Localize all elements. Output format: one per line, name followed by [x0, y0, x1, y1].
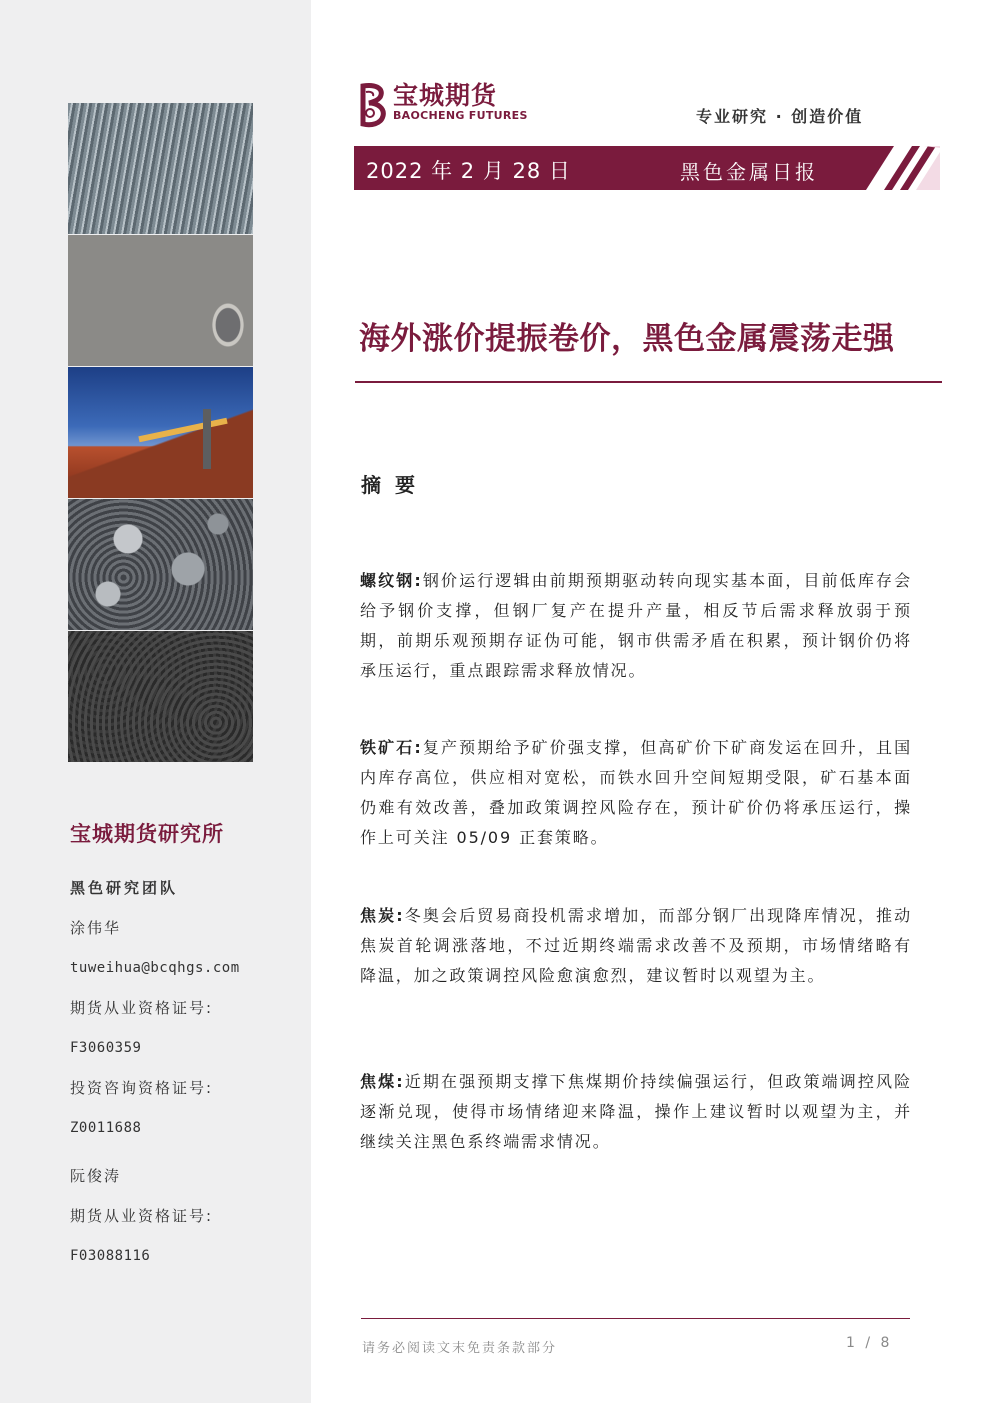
stacker-tower-shape — [203, 409, 211, 469]
section-body: 钢价运行逻辑由前期预期驱动转向现实基本面，目前低库存会给予钢价支撑，但钢厂复产在提升产量，相反节后需求释放弱于预期，前期乐观预期存证伪可能，钢市供需矛盾在积累，预计钢价仍将承压运行，重点跟踪需求释放情况。 — [360, 571, 912, 680]
analyst-name: 涂伟华 — [70, 919, 122, 937]
section-title: 焦炭: — [360, 906, 405, 925]
report-date: 2022 年 2 月 28 日 — [366, 159, 571, 183]
section-title: 螺纹钢: — [360, 571, 423, 590]
disclaimer-note: 请务必阅读文末免责条款部分 — [362, 1341, 558, 1356]
section-body: 复产预期给予矿价强支撑，但高矿价下矿商发运在回升，且国内库存高位，供应相对宽松，而铁水回升空间短期受限，矿石基本面仍难有效改善，叠加政策调控风险存在，预计矿价仍将承压运行，操作上可关注 05/09 正套策略。 — [360, 738, 912, 847]
logo-name-cn: 宝城期货 — [393, 81, 498, 110]
footer-divider — [361, 1318, 910, 1319]
analyst-email[interactable]: tuweihua@bcqhgs.com — [70, 960, 240, 976]
photo-strip — [68, 103, 253, 761]
headline-divider — [355, 381, 942, 383]
sidebar — [0, 0, 311, 1403]
consult-license-number: Z0011688 — [70, 1120, 142, 1136]
section-title: 铁矿石: — [360, 738, 423, 757]
license-number: F3060359 — [70, 1040, 142, 1056]
license-label: 期货从业资格证号: — [70, 999, 214, 1017]
license-number: F03088116 — [70, 1248, 151, 1264]
consult-license-label: 投资咨询资格证号: — [70, 1079, 214, 1097]
report-type: 黑色金属日报 — [680, 160, 818, 184]
page-number: 1 / 8 — [846, 1335, 893, 1351]
abstract-heading: 摘要 — [361, 473, 429, 497]
report-banner — [354, 146, 940, 190]
section-rebar — [360, 566, 912, 686]
coke-photo — [68, 631, 253, 762]
license-label: 期货从业资格证号: — [70, 1207, 214, 1225]
coking-coal-photo — [68, 499, 253, 630]
section-title: 焦煤: — [360, 1072, 405, 1091]
rebar-photo — [68, 103, 253, 234]
section-coke — [360, 901, 912, 991]
steel-coil-photo — [68, 235, 253, 366]
logo-b-icon — [357, 82, 387, 128]
section-body: 冬奥会后贸易商投机需求增加，而部分钢厂出现降库情况，推动焦炭首轮调涨落地，不过近期终端需求改善不及预期，市场情绪略有降温，加之政策调控风险愈演愈烈，建议暂时以观望为主。 — [360, 906, 912, 985]
team-info — [70, 878, 310, 1286]
logo-name-en: BAOCHENG FUTURES — [393, 109, 528, 122]
slogan: 专业研究 · 创造价值 — [696, 107, 864, 126]
team-name: 黑色研究团队 — [70, 879, 179, 897]
stacker-crane-shape — [138, 418, 227, 443]
report-headline: 海外涨价提振卷价，黑色金属震荡走强 — [359, 321, 895, 357]
institute-name: 宝城期货研究所 — [70, 822, 224, 846]
section-body: 近期在强预期支撑下焦煤期价持续偏强运行，但政策端调控风险逐渐兑现，使得市场情绪迎来降温，操作上建议暂时以观望为主，并继续关注黑色系终端需求情况。 — [360, 1072, 912, 1151]
section-iron-ore — [360, 733, 912, 853]
section-coking-coal — [360, 1067, 912, 1157]
company-logo — [357, 82, 528, 128]
iron-ore-photo — [68, 367, 253, 498]
analyst-name: 阮俊涛 — [70, 1167, 122, 1185]
